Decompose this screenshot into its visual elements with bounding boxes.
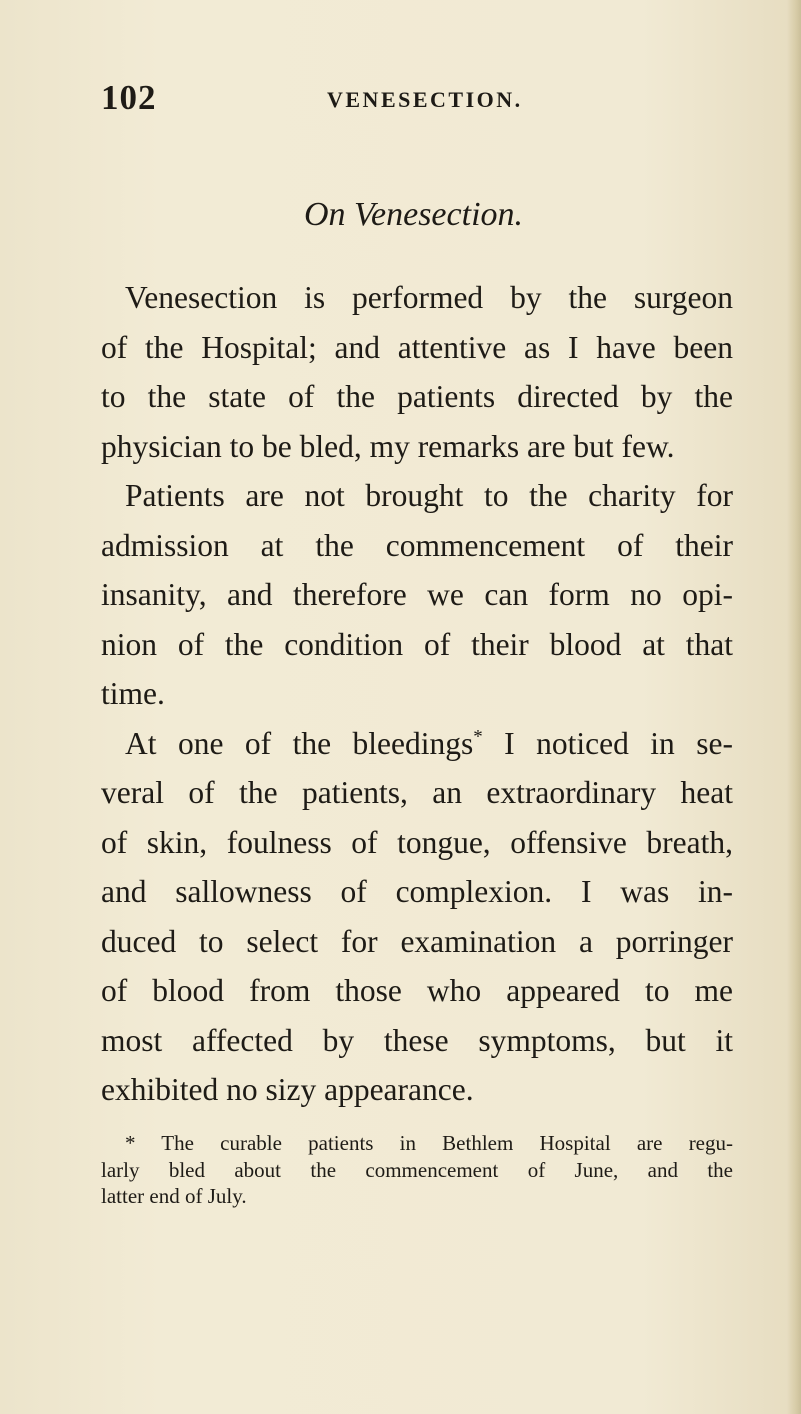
text-line: and sallowness of complexion. I was in- [101,874,733,909]
footnote-mark: * [473,726,483,747]
text-segment: At one of the bleedings [125,725,474,761]
page-number: 102 [101,78,157,117]
text-line: nion of the condition of their blood at that [101,626,733,662]
text-line: of blood from those who appeared to me [101,973,733,1008]
section-title: On Venesection. [303,196,524,233]
text-line [101,719,733,769]
text-line: insanity, and therefore we can form no opi- [101,577,733,612]
text-line: veral of the patients, an extraordinary heat [101,775,733,810]
text-line: exhibited no sizy appearance. [101,1072,474,1107]
text-line: of the Hospital; and attentive as I have been [101,329,733,365]
paragraph-1 [101,273,733,471]
text-line: most affected by these symptoms, but it [101,1022,733,1058]
paragraph-2 [101,471,733,719]
footnote-line: latter end of July. [101,1184,247,1208]
text-line: physician to be bled, my remarks are but few. [101,428,675,464]
body-text [101,273,733,1115]
text-line: admission at the commencement of their [101,527,733,563]
footnote-line: larly bled about the commencement of June, and the [101,1157,733,1182]
text-line: Venesection is performed by the surgeon [125,280,733,315]
footnote [101,1130,733,1210]
text-line: Patients are not brought to the charity for [125,478,733,513]
footnote-line: * The curable patients in Bethlem Hospital are regu- [125,1131,733,1155]
text-line: time. [101,676,165,711]
page-header [0,78,801,118]
text-segment: I noticed in se- [482,725,733,761]
text-line: duced to select for examination a porringer [101,923,733,959]
running-head: VENESECTION. [327,87,523,112]
paragraph-3 [101,719,733,1115]
text-line: of skin, foulness of tongue, offensive breath, [101,824,733,860]
text-line: to the state of the patients directed by the [101,379,733,414]
